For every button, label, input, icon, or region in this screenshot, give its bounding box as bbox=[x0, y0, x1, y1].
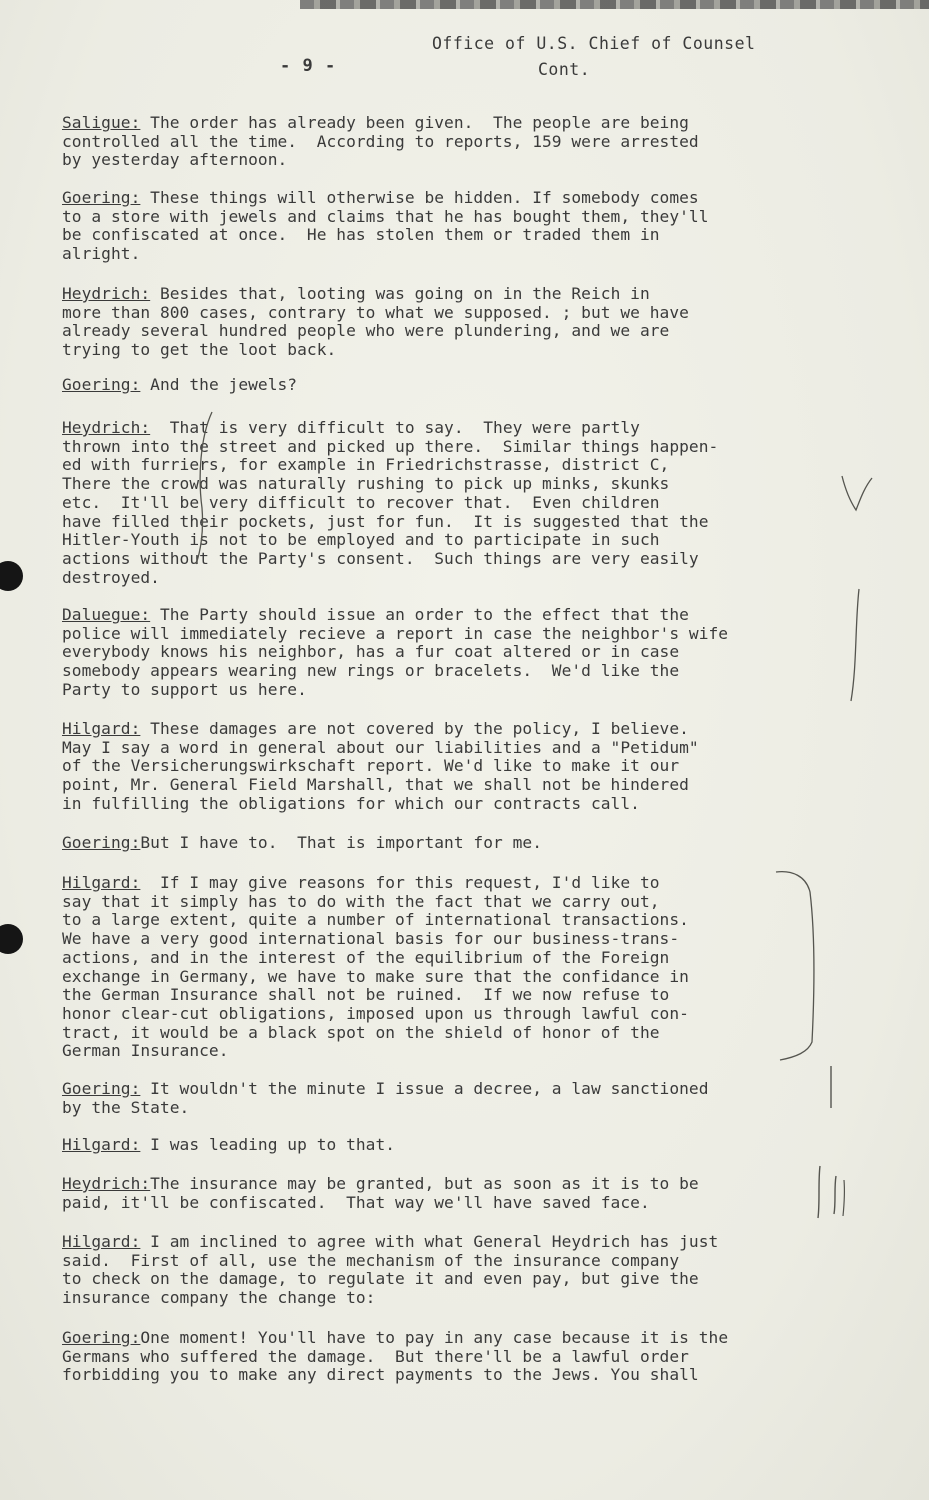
continuation-label: Cont. bbox=[538, 60, 591, 79]
speaker-name: Heydrich: bbox=[62, 1174, 151, 1193]
speaker-name: Goering: bbox=[62, 188, 141, 207]
pencil-margin-line bbox=[824, 1062, 838, 1112]
speaker-name: Hilgard: bbox=[62, 719, 141, 738]
punch-hole bbox=[0, 924, 23, 954]
transcript-paragraph bbox=[62, 189, 852, 264]
speaker-name: Goering: bbox=[62, 1328, 141, 1347]
paragraph-text: Besides that, looting was going on in the Reich in more than 800 cases, contrary to what we supposed. ; but we have already several hundred people who were plundering, and we are trying to get the loot back. bbox=[62, 284, 689, 360]
transcript-paragraph bbox=[62, 419, 852, 587]
paragraph-text: These damages are not covered by the policy, I believe. May I say a word in general about our liabilities and a "Petidum" of the Versicherungswirkschaft report. We'd like to make it our point, Mr. General Field Marshall, that we shall not be hindered in fulfilling the obligations for which our contracts call. bbox=[62, 719, 699, 813]
speaker-name: Goering: bbox=[62, 833, 141, 852]
speaker-name: Heydrich: bbox=[62, 418, 151, 437]
pencil-margin-line bbox=[845, 585, 865, 705]
speaker-name: Hilgard: bbox=[62, 873, 141, 892]
speaker-name: Goering: bbox=[62, 375, 141, 394]
transcript-paragraph bbox=[62, 1175, 852, 1212]
paragraph-text: That is very difficult to say. They were partly thrown into the street and picked up there. Similar things happen- ed with furriers, for example in Friedrichstrasse, district C, There the crowd was naturally rushing to pick up minks, skunks etc. It'll be very difficult to recover that. Even children have filled their pockets, just for fun. It is suggested that the Hitler-Youth is not to be employed and to participate in such actions without the Party's consent. Such things are very easily destroyed. bbox=[62, 418, 719, 587]
paragraph-text: The order has already been given. The people are being controlled all the time. According to reports, 159 were arrested by yesterday afternoon. bbox=[62, 113, 699, 170]
punch-hole bbox=[0, 561, 23, 591]
transcript-paragraph bbox=[62, 114, 852, 170]
paragraph-text: The insurance may be granted, but as soon as it is to be paid, it'll be confiscated. That way we'll have saved face. bbox=[62, 1174, 699, 1212]
transcript-paragraph bbox=[62, 1136, 852, 1155]
transcript-paragraph bbox=[62, 874, 852, 1061]
paragraph-text: One moment! You'll have to pay in any case because it is the Germans who suffered the damage. But there'll be a lawful order forbidding you to make any direct payments to the Jews. You shall bbox=[62, 1328, 729, 1385]
transcript-paragraph bbox=[62, 285, 852, 360]
pencil-bracket-mark bbox=[190, 408, 220, 568]
paragraph-text: The Party should issue an order to the effect that the police will immediately recieve a report in case the neighbor's wife everybody knows his neighbor, has a fur coat altered or in case somebody appears wearing new rings or bracelets. We'd like the Party to support us here. bbox=[62, 605, 729, 699]
paragraph-text: It wouldn't the minute I issue a decree, a law sanctioned by the State. bbox=[62, 1079, 709, 1117]
transcript-paragraph bbox=[62, 834, 852, 853]
speaker-name: Heydrich: bbox=[62, 284, 151, 303]
torn-top-edge bbox=[300, 0, 929, 9]
speaker-name: Hilgard: bbox=[62, 1232, 141, 1251]
speaker-name: Hilgard: bbox=[62, 1135, 141, 1154]
transcript-paragraph bbox=[62, 1329, 852, 1385]
pencil-check-mark bbox=[838, 470, 878, 530]
transcript-paragraph bbox=[62, 720, 852, 814]
transcript-paragraph bbox=[62, 1233, 852, 1308]
paragraph-text: I was leading up to that. bbox=[140, 1135, 396, 1154]
page-number: - 9 - bbox=[280, 56, 337, 76]
speaker-name: Goering: bbox=[62, 1079, 141, 1098]
speaker-name: Daluegue: bbox=[62, 605, 151, 624]
transcript-paragraph bbox=[62, 376, 852, 395]
transcript-paragraph bbox=[62, 606, 852, 700]
paragraph-text: But I have to. That is important for me. bbox=[140, 833, 542, 852]
pencil-double-line-mark bbox=[812, 1162, 852, 1222]
paragraph-text: I am inclined to agree with what General Heydrich has just said. First of all, use the mechanism of the insurance company to check on the damage, to regulate it and even pay, but give the insurance company the change to: bbox=[62, 1232, 719, 1308]
transcript-paragraph bbox=[62, 1080, 852, 1117]
office-header: Office of U.S. Chief of Counsel bbox=[432, 34, 756, 53]
paragraph-text: If I may give reasons for this request, I'd like to say that it simply has to do with the fact that we carry out, to a large extent, quite a number of international transactions. We have a very good international basis for our business-trans- actions, and in the interest of the equilibrium of the Foreign exchange in Germany, we have to make sure that the confidance in the German Insurance shall not be ruined. If we now refuse to honor clear-cut obligations, imposed upon us through lawful con- tract, it would be a black spot on the shield of honor of the German Insurance. bbox=[62, 873, 689, 1061]
speaker-name: Saligue: bbox=[62, 113, 141, 132]
paragraph-text: These things will otherwise be hidden. If somebody comes to a store with jewels and claims that he has bought them, they'll be confiscated at once. He has stolen them or traded them in alright. bbox=[62, 188, 709, 264]
paragraph-text: And the jewels? bbox=[140, 375, 298, 394]
pencil-margin-bracket bbox=[772, 862, 822, 1072]
